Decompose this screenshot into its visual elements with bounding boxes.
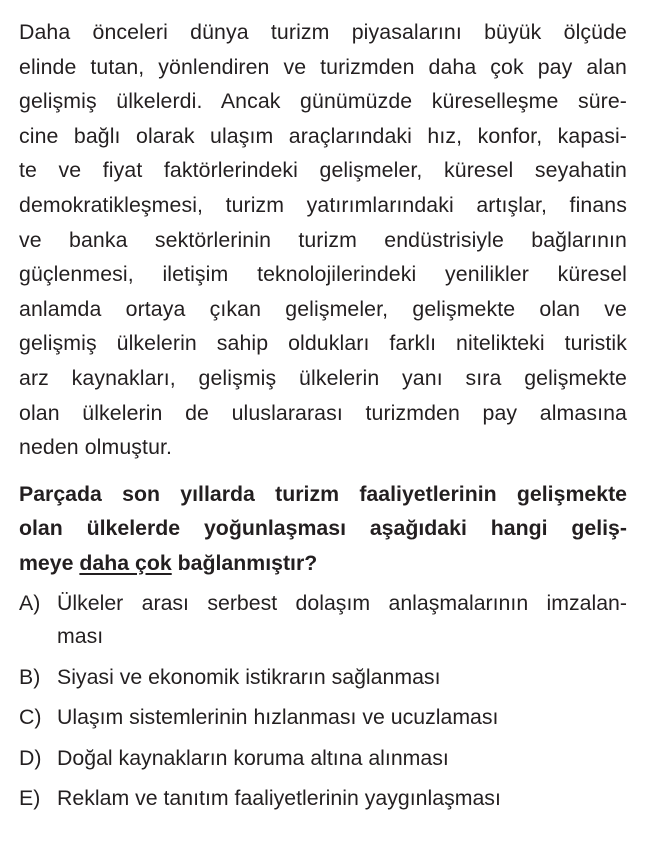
question-line: Parçada son yıllarda turizm faaliyetlerinin gelişmekte xyxy=(19,481,627,506)
question-text: meye xyxy=(19,550,80,575)
passage-line: te ve fiyat faktörlerindeki gelişmeler, küresel seyahatin xyxy=(19,158,627,183)
passage-line: anlamda ortaya çıkan gelişmeler, gelişmekte olan ve xyxy=(19,296,627,321)
underlined-emphasis: daha çok xyxy=(79,550,172,575)
option-text xyxy=(57,661,627,695)
passage-line: cine bağlı olarak ulaşım araçlarındaki hız, konfor, kapasi- xyxy=(19,123,627,148)
option-letter: E) xyxy=(19,786,41,811)
option-letter: A) xyxy=(19,590,41,615)
passage-text xyxy=(19,15,627,465)
question-text: bağlanmıştır? xyxy=(171,550,318,575)
option-b[interactable] xyxy=(19,661,627,695)
passage-line: Daha önceleri dünya turizm piyasalarını büyük ölçüde xyxy=(19,20,627,44)
option-line: Ulaşım sistemlerinin hızlanması ve ucuzlaması xyxy=(57,705,499,730)
question-line xyxy=(19,546,627,581)
passage-line: arz kaynakları, gelişmiş ülkelerin yanı sıra gelişmekte xyxy=(19,365,627,390)
passage-line: olan ülkelerin de uluslararası turizmden pay almasına xyxy=(19,400,627,425)
passage-line: ve banka sektörlerinin turizm endüstrisiyle bağlarının xyxy=(19,227,627,252)
answer-options xyxy=(19,587,627,817)
option-c[interactable] xyxy=(19,701,627,735)
passage-line: güçlenmesi, iletişim teknolojilerindeki yenilikler küresel xyxy=(19,262,627,287)
passage-line: elinde tutan, yönlendiren ve turizmden daha çok pay alan xyxy=(19,54,627,79)
option-line: Siyasi ve ekonomik istikrarın sağlanması xyxy=(57,664,441,689)
option-a[interactable] xyxy=(19,587,627,654)
option-letter: B) xyxy=(19,664,41,689)
option-text xyxy=(57,782,627,816)
option-line: Reklam ve tanıtım faaliyetlerinin yaygınlaşması xyxy=(57,786,501,811)
passage-line: gelişmiş ülkelerdi. Ancak günümüzde küreselleşme süre- xyxy=(19,89,627,114)
option-line: Ülkeler arası serbest dolaşım anlaşmalarının imzalan- xyxy=(57,590,627,615)
option-letter: C) xyxy=(19,705,42,730)
passage-line: demokratikleşmesi, turizm yatırımlarındaki artışlar, finans xyxy=(19,192,627,217)
option-text xyxy=(57,742,627,776)
option-text xyxy=(57,701,627,735)
option-text xyxy=(57,587,627,654)
option-line: Doğal kaynakların koruma altına alınması xyxy=(57,745,449,770)
option-d[interactable] xyxy=(19,742,627,776)
question-stem xyxy=(19,477,627,581)
option-line: ması xyxy=(57,624,104,649)
question-page xyxy=(19,15,627,823)
option-e[interactable] xyxy=(19,782,627,816)
passage-line: gelişmiş ülkelerin sahip oldukları farklı nitelikteki turistik xyxy=(19,331,627,356)
option-letter: D) xyxy=(19,745,42,770)
question-line: olan ülkelerde yoğunlaşması aşağıdaki hangi geliş- xyxy=(19,516,627,541)
passage-line: neden olmuştur. xyxy=(19,435,173,460)
